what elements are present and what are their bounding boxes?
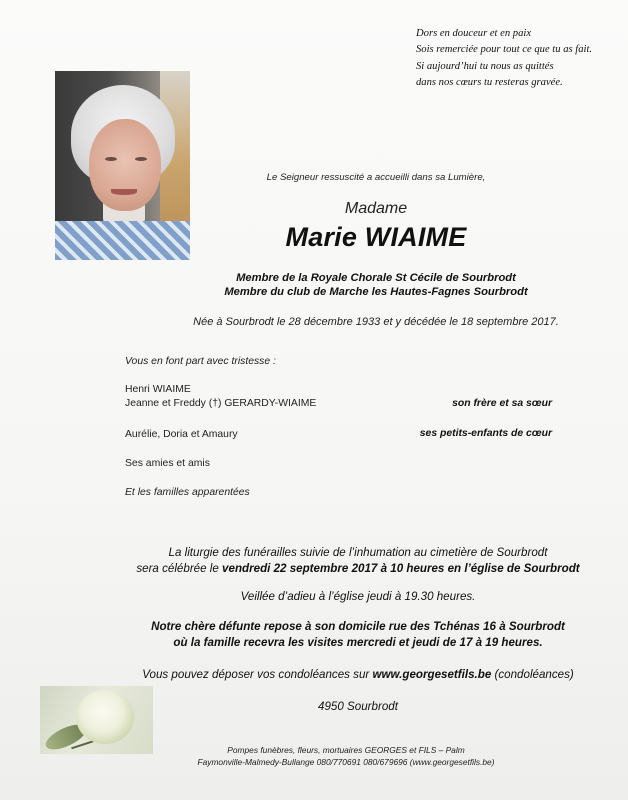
sibling-name: Jeanne et Freddy (†) GERARDY-WIAIME xyxy=(125,398,317,409)
poem-line: Sois remerciée pour tout ce que tu as fait. xyxy=(416,44,593,56)
poem-line: Si aujourd’hui tu nous as quittés xyxy=(416,60,554,72)
families-line: Et les familles apparentées xyxy=(125,487,250,498)
membership-line: Membre de la Royale Chorale St Cécile de Sourbrodt xyxy=(236,272,516,284)
address-line: 4950 Sourbrodt xyxy=(318,700,398,713)
siblings-relation: son frère et sa sœur xyxy=(452,398,552,409)
rest-line: Notre chère défunte repose à son domicile rue des Tchénas 16 à Sourbrodt xyxy=(151,620,565,633)
flower-image xyxy=(40,686,153,754)
visits-line: où la famille recevra les visites mercredi et jeudi de 17 à 19 heures. xyxy=(173,636,543,649)
condolences-line: Vous pouvez déposer vos condoléances sur www.georgesetfils.be (condoléances) xyxy=(142,668,574,681)
ceremony-line: La liturgie des funérailles suivie de l’inhumation au cimetière de Sourbrodt xyxy=(168,546,548,559)
grandchildren-relation: ses petits-enfants de cœur xyxy=(419,428,552,439)
lord-line: Le Seigneur ressuscité a accueilli dans sa Lumière, xyxy=(266,172,486,183)
friends-line: Ses amies et amis xyxy=(125,458,210,469)
membership-line: Membre du club de Marche les Hautes-Fagnes Sourbrodt xyxy=(224,286,528,298)
funeral-home-contact: Faymonville-Malmedy-Bullange 080/770691 080/679696 (www.georgesetfils.be) xyxy=(197,757,495,767)
poem xyxy=(416,26,621,91)
poem-line: dans nos cœurs tu resteras gravée. xyxy=(416,76,563,88)
deceased-name: Marie WIAIME xyxy=(285,222,467,252)
funeral-home-line: Pompes funèbres, fleurs, mortuaires GEORGES et FILS – Palm xyxy=(227,745,465,755)
family-intro: Vous en font part avec tristesse : xyxy=(125,356,276,367)
grandchildren-names: Aurélie, Doria et Amaury xyxy=(125,429,238,440)
sibling-name: Henri WIAIME xyxy=(125,384,191,395)
ceremony-date-line: sera célébrée le vendredi 22 septembre 2017 à 10 heures en l’église de Sourbrodt xyxy=(136,562,580,575)
title: Madame xyxy=(344,200,408,217)
vigil-line: Veillée d’adieu à l’église jeudi à 19.30 heures. xyxy=(240,590,476,603)
ceremony-date: vendredi 22 septembre 2017 à 10 heures en l’église de Sourbrodt xyxy=(222,562,580,575)
condolences-link[interactable]: www.georgesetfils.be xyxy=(372,668,492,681)
poem-line: Dors en douceur et en paix xyxy=(416,28,532,39)
birth-death-line: Née à Sourbrodt le 28 décembre 1933 et y décédée le 18 septembre 2017. xyxy=(193,316,559,328)
